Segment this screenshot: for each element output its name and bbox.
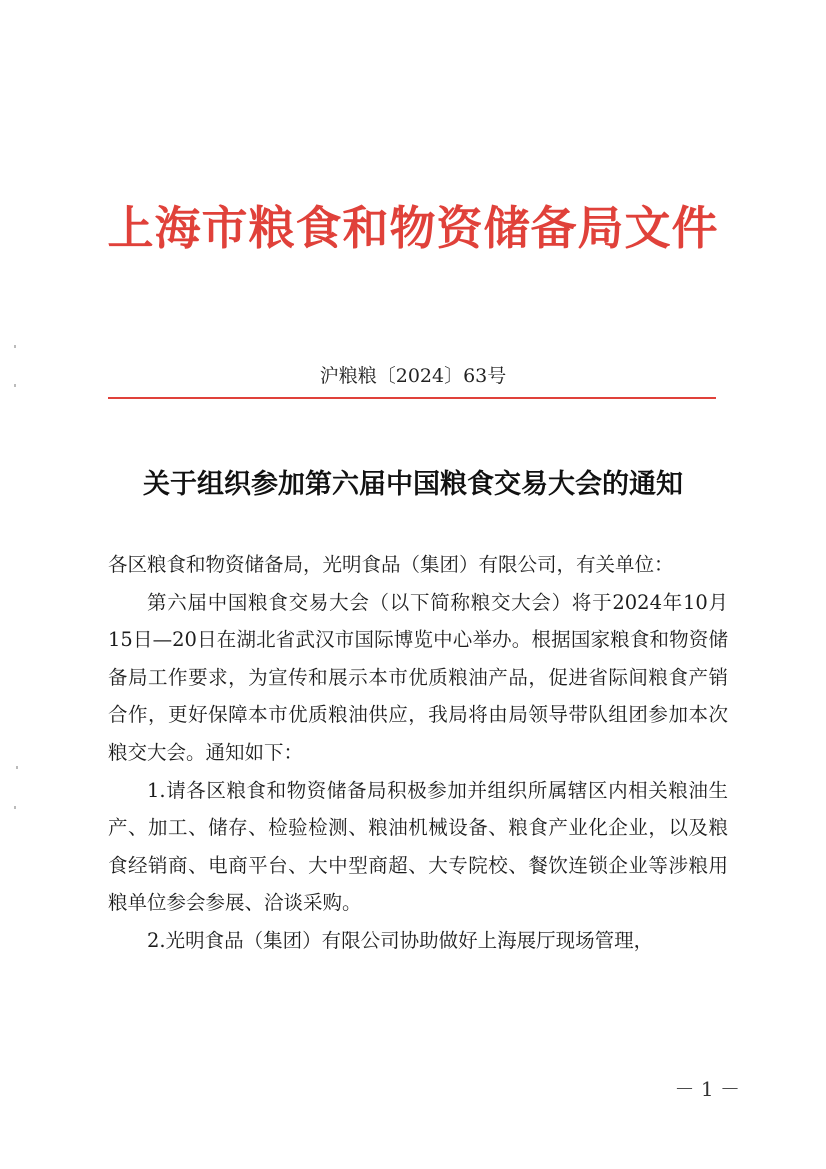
scan-speck bbox=[14, 806, 16, 809]
notice-item-2: 2.光明食品（集团）有限公司协助做好上海展厅现场管理， bbox=[147, 928, 654, 952]
document-number: 沪粮粮〔2024〕63号 bbox=[319, 365, 507, 387]
scan-speck bbox=[14, 384, 16, 387]
scan-speck bbox=[16, 766, 18, 769]
red-divider-line bbox=[108, 397, 716, 399]
scan-speck bbox=[14, 345, 16, 348]
page-number: － 1 － bbox=[674, 1077, 740, 1101]
agency-document-title: 上海市粮食和物资储备局文件 bbox=[107, 201, 719, 255]
notice-body bbox=[108, 546, 728, 960]
intro-paragraph: 第六届中国粮食交易大会（以下简称粮交大会）将于2024年10月15日—20日在湖北省武汉市国际博览中心举办。根据国家粮食和物资储备局工作要求，为宣传和展示本市优质粮油产品，促进省际间粮食产销合作，更好保障本市优质粮油供应，我局将由局领导带队组团参加本次粮交大会。通知如下： bbox=[108, 590, 728, 764]
notice-item-1: 1.请各区粮食和物资储备局积极参加并组织所属辖区内相关粮油生产、加工、储存、检验检测、粮油机械设备、粮食产业化企业，以及粮食经销商、电商平台、大中型商超、大专院校、餐饮连锁企业等涉粮用粮单位参会参展、洽谈采购。 bbox=[108, 778, 728, 915]
salutation: 各区粮食和物资储备局，光明食品（集团）有限公司，有关单位： bbox=[108, 553, 674, 576]
notice-subject-title: 关于组织参加第六届中国粮食交易大会的通知 bbox=[143, 469, 683, 500]
